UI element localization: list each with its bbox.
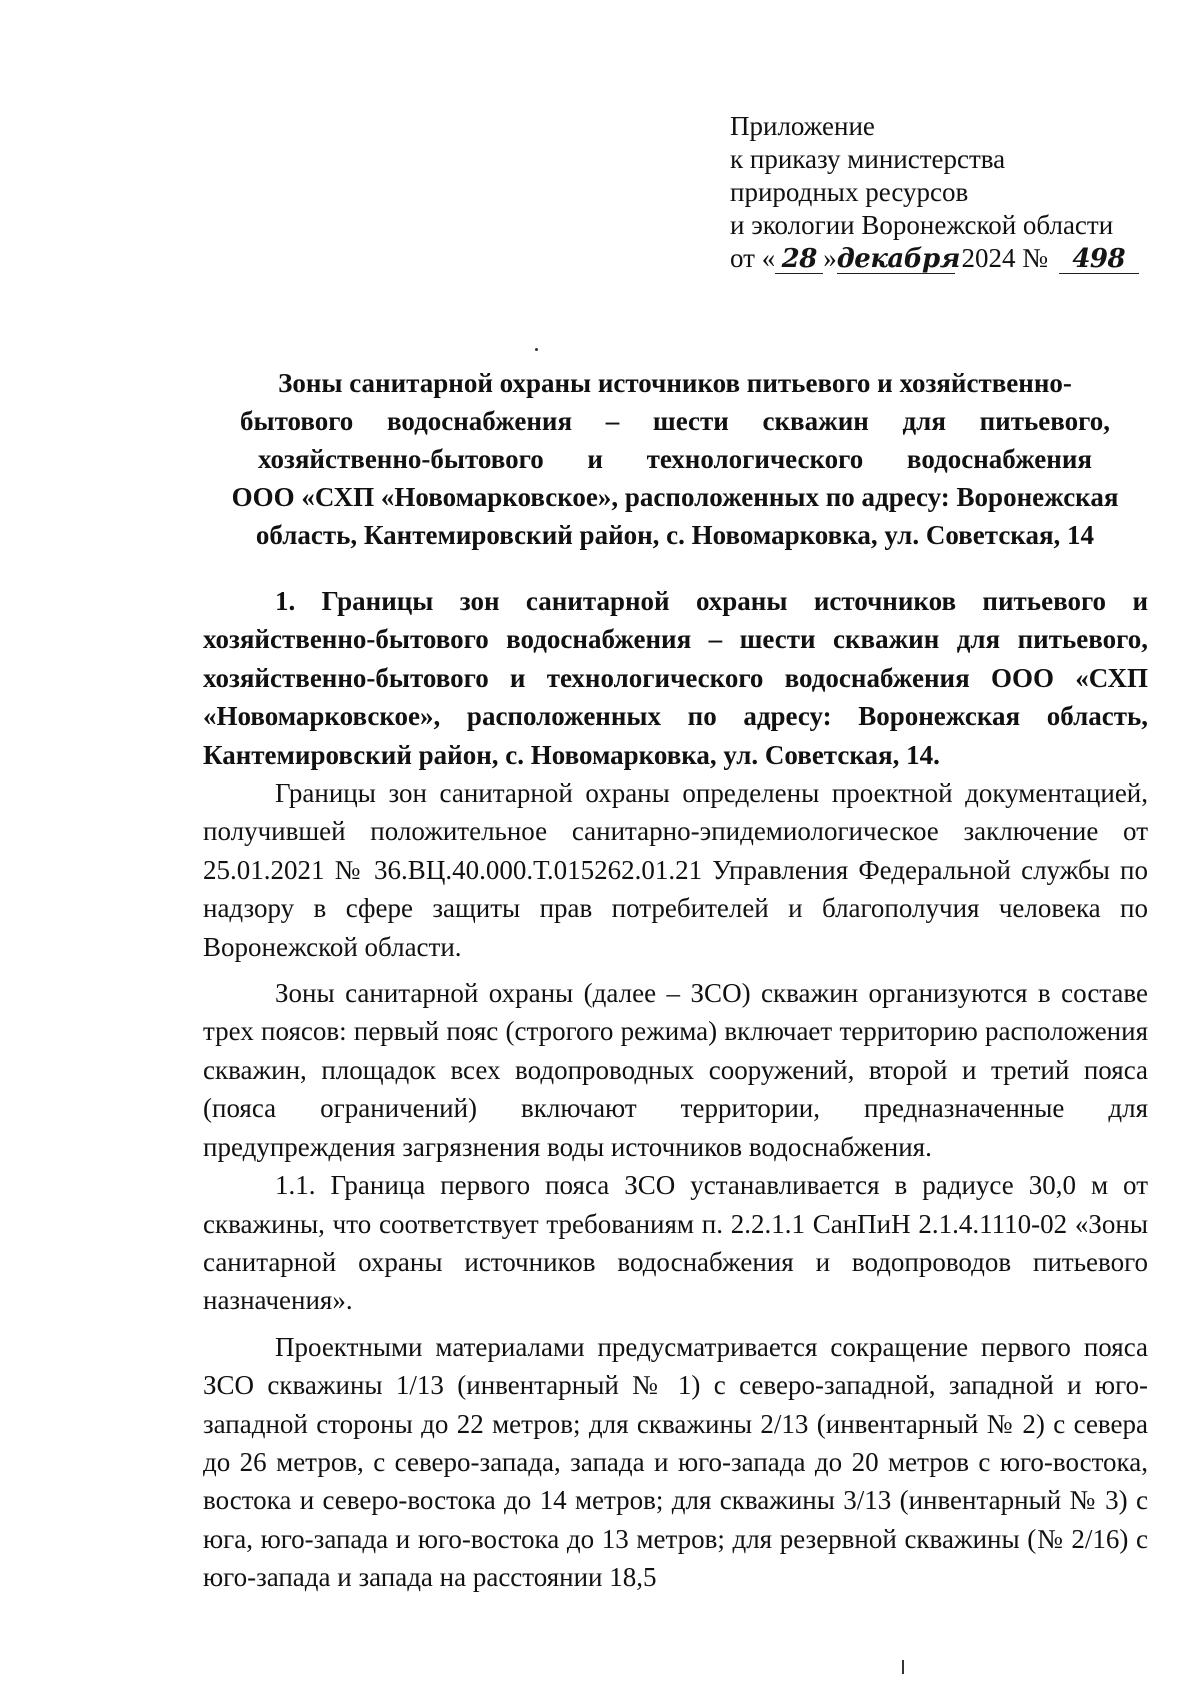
- date-year: 2024 №: [961, 243, 1048, 273]
- paragraph: Границы зон санитарной охраны определены проектной документацией, получившей положительное санитарно-эпидемиологическое заключение от 25.01.2021 № 36.ВЦ.40.000.Т.015262.01.21 Управления Федеральной службы по надзору в сфере защиты прав потребителей и благополучия человека по Воронежской области.: [203, 778, 1148, 962]
- document-title: [200, 364, 1150, 554]
- order-date-line: [730, 242, 1170, 275]
- appendix-line: и экологии Воронежской области: [730, 210, 1114, 240]
- title-line: Зоны санитарной охраны источников питьевого и хозяйственно-: [278, 368, 1072, 398]
- handwritten-month: декабря: [836, 244, 960, 274]
- date-quote-close: »: [823, 243, 837, 273]
- scan-speck: [535, 348, 538, 351]
- paragraph: Зоны санитарной охраны (далее – ЗСО) скважин организуются в составе трех поясов: первый пояс (строгого режима) включает территорию расположения скважин, площадок всех водопроводных сооружений, второй и третий пояса (пояса ограничений) включают территории, предназначенные для предупреждения загрязнения воды источников водоснабжения.: [203, 978, 1148, 1162]
- handwritten-order-number: 498: [1059, 245, 1139, 274]
- section-heading: 1. Границы зон санитарной охраны источников питьевого и хозяйственно-бытового водоснабжения – шести скважин для питьевого, хозяйственно-бытового и технологического водоснабжения ООО «СХП «Новомарковское», расположенных по адресу: Воронежская область, Кантемировский район, с. Новомарковка, ул. Советская, 14.: [203, 586, 1148, 770]
- appendix-block: [730, 110, 1170, 275]
- appendix-line: Приложение: [730, 111, 875, 141]
- appendix-line: к приказу министерства: [730, 144, 1006, 174]
- title-line: хозяйственно-бытового и технологического водоснабжения: [258, 444, 1092, 474]
- title-line: бытового водоснабжения – шести скважин для питьевого,: [240, 406, 1110, 436]
- date-prefix: от «: [730, 243, 776, 273]
- handwritten-day: 28: [775, 245, 823, 274]
- paragraph: 1.1. Граница первого пояса ЗСО устанавливается в радиусе 30,0 м от скважины, что соответствует требованиям п. 2.2.1.1 СанПиН 2.1.4.1110-02 «Зоны санитарной охраны источников водоснабжения и водопроводов питьевого назначения».: [203, 1170, 1148, 1316]
- paragraph: Проектными материалами предусматривается сокращение первого пояса ЗСО скважины 1/13 (инвентарный № 1) с северо-западной, западной и юго-западной стороны до 22 метров; для скважины 2/13 (инвентарный № 2) с севера до 26 метров, с северо-запада, запада и юго-запада до 20 метров с юго-востока, востока и северо-востока до 14 метров; для скважины 3/13 (инвентарный № 3) с юга, юго-запада и юго-востока до 13 метров; для резервной скважины (№ 2/16) с юго-запада и запада на расстоянии 18,5: [203, 1331, 1148, 1593]
- page-mark: [902, 1660, 904, 1674]
- title-line: ООО «СХП «Новомарковское», расположенных по адресу: Воронежская: [231, 482, 1119, 512]
- document-body: [203, 582, 1148, 1597]
- appendix-line: природных ресурсов: [730, 177, 969, 207]
- title-line: область, Кантемировский район, с. Новомарковка, ул. Советская, 14: [255, 520, 1095, 550]
